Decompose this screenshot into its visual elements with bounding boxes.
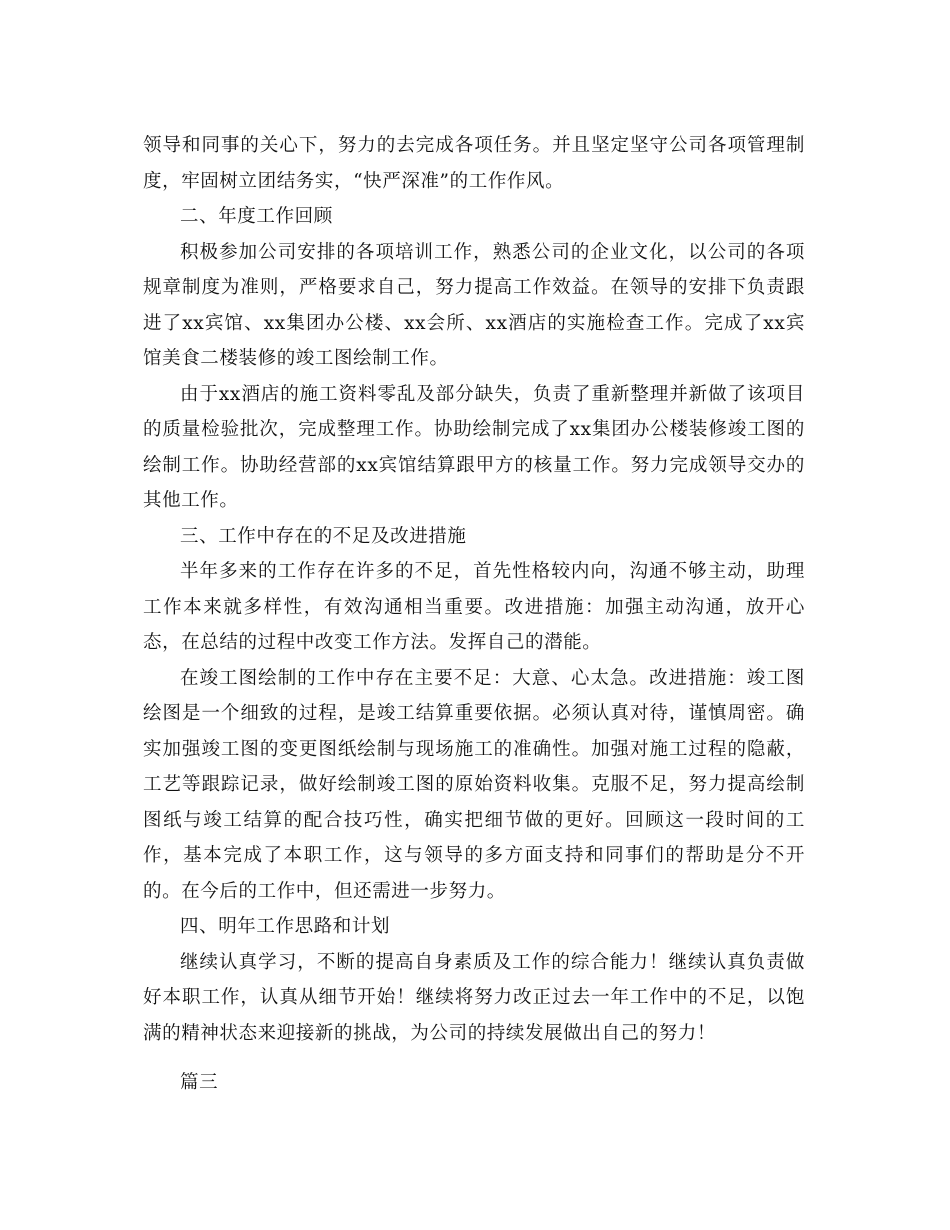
paragraph-communication: 半年多来的工作存在许多的不足，首先性格较内向，沟通不够主动，助理工作本来就多样性，有效沟通相当重要。改进措施：加强主动沟通，放开心态，在总结的过程中改变工作方法。发挥自己的潜能。 (143, 561, 805, 653)
paragraph-hotel-records: 由于xx酒店的施工资料零乱及部分缺失，负责了重新整理并新做了该项目的质量检验批次，完成整理工作。协助绘制完成了xx集团办公楼装修竣工图的绘制工作。协助经营部的xx宾馆结算跟甲方的核量工作。努力完成领导交办的其他工作。 (143, 383, 805, 511)
section-heading-part-three: 篇三 (180, 1072, 219, 1093)
section-heading-annual-review: 二、年度工作回顾 (180, 206, 333, 227)
paragraph-training: 积极参加公司安排的各项培训工作，熟悉公司的企业文化，以公司的各项规章制度为准则，严格要求自己，努力提高工作效益。在领导的安排下负责跟进了xx宾馆、xx集团办公楼、xx会所、xx酒店的实施检查工作。完成了xx宾馆美食二楼装修的竣工图绘制工作。 (143, 241, 805, 369)
paragraph-plan: 继续认真学习，不断的提高自身素质及工作的综合能力！继续认真负责做好本职工作，认真从细节开始！继续将努力改正过去一年工作中的不足，以饱满的精神状态来迎接新的挑战，为公司的持续发展做出自己的努力！ (143, 951, 805, 1044)
document-body (143, 128, 805, 1101)
section-heading-next-year-plan: 四、明年工作思路和计划 (180, 916, 391, 937)
section-heading-shortcomings: 三、工作中存在的不足及改进措施 (180, 525, 467, 547)
paragraph-continuation: 领导和同事的关心下，努力的去完成各项任务。并且坚定坚守公司各项管理制度，牢固树立团结务实，“快严深准”的工作作风。 (143, 135, 805, 192)
paragraph-drawing-work: 在竣工图绘制的工作中存在主要不足：大意、心太急。改进措施：竣工图绘图是一个细致的过程，是竣工结算重要依据。必须认真对待，谨慎周密。确实加强竣工图的变更图纸绘制与现场施工的准确性。加强对施工过程的隐蔽，工艺等跟踪记录，做好绘制竣工图的原始资料收集。克服不足，努力提高绘制图纸与竣工结算的配合技巧性，确实把细节做的更好。回顾这一段时间的工作，基本完成了本职工作，这与领导的多方面支持和同事们的帮助是分不开的。在今后的工作中，但还需进一步努力。 (143, 667, 805, 902)
